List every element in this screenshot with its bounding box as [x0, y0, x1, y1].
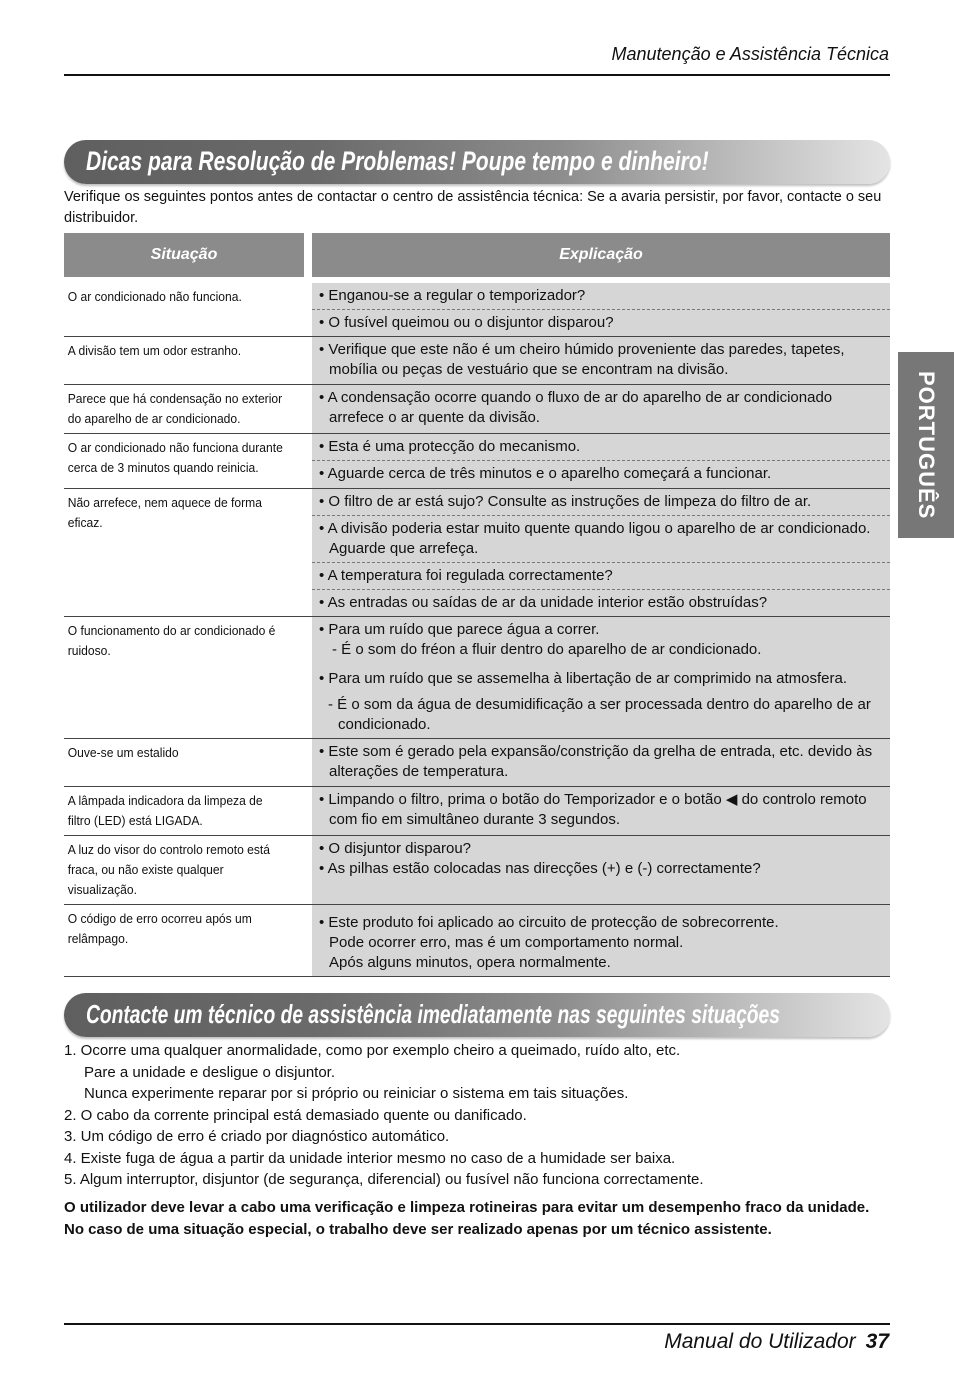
situation-cell: O funcionamento do ar condicionado é ruidoso. [67, 623, 276, 658]
table-row [64, 385, 890, 434]
explanation-item: • O fusível queimou ou o disjuntor disparou? [312, 309, 890, 336]
footer-rule [64, 1323, 890, 1325]
explanation-item: • A temperatura foi regulada correctamente? [312, 562, 890, 589]
intro-paragraph: Verifique os seguintes pontos antes de contactar o centro de assistência técnica: Se a avaria persistir, por favor, contacte o seu distribuidor. [64, 189, 882, 226]
troubleshooting-table [64, 283, 890, 977]
situation-cell: Parece que há condensação no exterior do aparelho de ar condicionado. [67, 391, 283, 426]
explanation-item: • Enganou-se a regular o temporizador? [319, 287, 586, 304]
table-row [64, 283, 890, 337]
language-tab [898, 352, 954, 538]
contact-list [64, 1040, 890, 1191]
explanation-item: • As pilhas estão colocadas nas direcções (+) e (-) correctamente? [319, 860, 761, 877]
situation-cell: A luz do visor do controlo remoto está fraca, ou não existe qualquer visualização. [67, 842, 271, 897]
section-title: Contacte um técnico de assistência imediatamente nas seguintes situações [86, 999, 780, 1029]
situation-cell: O ar condicionado não funciona. [67, 289, 242, 304]
list-item: 3. Um código de erro é criado por diagnóstico automático. [64, 1128, 450, 1145]
table-row [64, 489, 890, 617]
situation-cell: Ouve-se um estalido [67, 745, 179, 760]
table-header-situation: Situação [64, 233, 304, 277]
explanation-item: • Verifique que este não é um cheiro húmido proveniente das paredes, tapetes, mobília ou peças de vestuário que se encontram na divisão. [319, 341, 845, 378]
explanation-item: Pode ocorrer erro, mas é um comportamento normal. [329, 934, 684, 951]
explanation-item: • Esta é uma protecção do mecanismo. [319, 438, 581, 455]
section-banner-contact [64, 993, 890, 1037]
page-number: 37 [865, 1330, 889, 1353]
table-row [64, 434, 890, 489]
language-tab-label: PORTUGUÊS [914, 370, 939, 520]
page-footer [664, 1330, 889, 1354]
maintenance-note [64, 1197, 890, 1240]
table-row [64, 905, 890, 977]
table-row [64, 337, 890, 385]
explanation-item: • Aguarde cerca de três minutos e o aparelho começará a funcionar. [312, 460, 890, 487]
situation-cell: O ar condicionado não funciona durante cerca de 3 minutos quando reinicia. [67, 440, 283, 475]
list-item-continuation: Pare a unidade e desligue o disjuntor. [84, 1063, 336, 1081]
explanation-item: • Para um ruído que parece água a correr. [319, 621, 600, 638]
list-item: 4. Existe fuga de água a partir da unidade interior mesmo no caso de a humidade ser baixa. [64, 1149, 676, 1167]
explanation-item: • Limpando o filtro, prima o botão do Temporizador e o botão ◀ do controlo remoto com fio em simultâneo durante 3 segundos. [319, 791, 867, 828]
explanation-subitem: - É o som do fréon a fluir dentro do aparelho de ar condicionado. [332, 641, 762, 658]
explanation-item: • A divisão poderia estar muito quente quando ligou o aparelho de ar condicionado. Aguarde que arrefeça. [319, 520, 871, 557]
note-line: O utilizador deve levar a cabo uma verificação e limpeza rotineiras para evitar um desempenho fraco da unidade. [64, 1199, 870, 1216]
explanation-item: Após alguns minutos, opera normalmente. [329, 954, 611, 971]
explanation-subitem: - É o som da água de desumidificação a ser processada dentro do aparelho de ar condicionado. [328, 696, 871, 733]
section-title: Dicas para Resolução de Problemas! Poupe tempo e dinheiro! [86, 146, 709, 176]
header-rule [64, 74, 890, 76]
note-line: No caso de uma situação especial, o trabalho deve ser realizado apenas por um técnico assistente. [64, 1220, 772, 1238]
explanation-item: • Este som é gerado pela expansão/constrição da grelha de entrada, etc. devido às alterações de temperatura. [319, 743, 873, 780]
situation-cell: A lâmpada indicadora da limpeza de filtro (LED) está LIGADA. [67, 793, 263, 828]
explanation-item: • O disjuntor disparou? [319, 840, 471, 857]
list-item-continuation: Nunca experimente reparar por si próprio ou reiniciar o sistema em tais situações. [84, 1085, 629, 1102]
running-header: Manutenção e Assistência Técnica [611, 44, 889, 64]
explanation-item: • As entradas ou saídas de ar da unidade interior estão obstruídas? [312, 589, 890, 616]
section-banner-troubleshooting [64, 140, 890, 184]
list-item: 5. Algum interruptor, disjuntor (de segurança, diferencial) ou fusível não funciona correctamente. [64, 1171, 704, 1188]
situation-cell: O código de erro ocorreu após um relâmpago. [67, 911, 252, 946]
list-item: 2. O cabo da corrente principal está demasiado quente ou danificado. [64, 1106, 527, 1124]
situation-cell: Não arrefece, nem aquece de forma eficaz. [67, 495, 262, 530]
explanation-item: • O filtro de ar está sujo? Consulte as instruções de limpeza do filtro de ar. [319, 493, 812, 510]
footer-title: Manual do Utilizador [664, 1330, 856, 1353]
table-row [64, 739, 890, 787]
explanation-item: • A condensação ocorre quando o fluxo de ar do aparelho de ar condicionado arrefece o ar quente da divisão. [319, 389, 833, 426]
situation-cell: A divisão tem um odor estranho. [67, 343, 242, 358]
explanation-item: • Este produto foi aplicado ao circuito de protecção de sobrecorrente. [319, 914, 779, 931]
explanation-item: • Para um ruído que se assemelha à libertação de ar comprimido na atmosfera. [319, 670, 848, 687]
list-item: 1. Ocorre uma qualquer anormalidade, como por exemplo cheiro a queimado, ruído alto, etc. [64, 1042, 681, 1059]
table-row [64, 836, 890, 905]
table-header-explanation: Explicação [312, 233, 890, 277]
table-row [64, 787, 890, 836]
table-row [64, 617, 890, 739]
